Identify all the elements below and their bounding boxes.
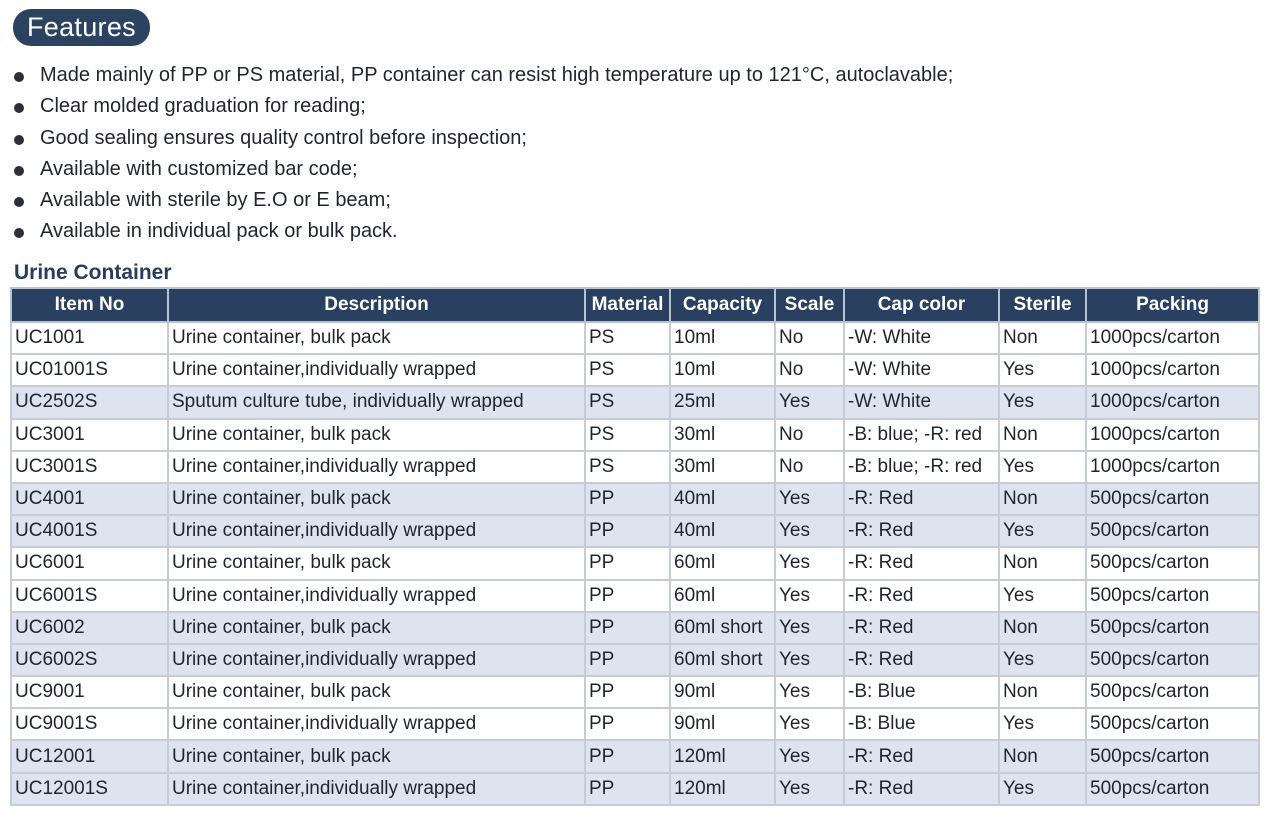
cell-item-no: UC4001 [11, 483, 168, 515]
cell-scale: No [775, 354, 844, 386]
column-header-packing: Packing [1086, 288, 1259, 322]
urine-container-title: Urine Container [14, 261, 172, 284]
cell-capacity: 10ml [670, 354, 775, 386]
table-row [11, 547, 1259, 579]
cell-material: PP [585, 515, 670, 547]
cell-cap-color: -B: Blue [844, 708, 999, 740]
cell-capacity: 60ml short [670, 612, 775, 644]
cell-packing: 1000pcs/carton [1086, 419, 1259, 451]
cell-material: PP [585, 773, 670, 805]
table-row [11, 451, 1259, 483]
cell-cap-color: -R: Red [844, 580, 999, 612]
feature-item [12, 216, 953, 247]
feature-text: Made mainly of PP or PS material, PP container can resist high temperature up to 121°C, autoclavable; [40, 64, 954, 86]
cell-capacity: 25ml [670, 386, 775, 418]
cell-cap-color: -W: White [844, 322, 999, 354]
cell-item-no: UC6002S [11, 644, 168, 676]
cell-material: PP [585, 708, 670, 740]
cell-description: Urine container, bulk pack [168, 612, 585, 644]
cell-material: PP [585, 644, 670, 676]
feature-text: Clear molded graduation for reading; [40, 95, 366, 118]
cell-description: Urine container,individually wrapped [168, 580, 585, 612]
cell-material: PS [585, 419, 670, 451]
cell-sterile: Non [999, 612, 1086, 644]
feature-text: Available with customized bar code; [40, 157, 358, 180]
product-table [10, 287, 1260, 806]
cell-item-no: UC9001 [11, 676, 168, 708]
cell-scale: Yes [775, 515, 844, 547]
table-header-row [11, 288, 1259, 322]
cell-description: Urine container,individually wrapped [168, 451, 585, 483]
cell-cap-color: -R: Red [844, 515, 999, 547]
table-row [11, 773, 1259, 805]
cell-material: PS [585, 451, 670, 483]
table-row [11, 676, 1259, 708]
feature-item [12, 154, 953, 185]
cell-packing: 1000pcs/carton [1086, 322, 1259, 354]
cell-item-no: UC1001 [11, 322, 168, 354]
table-row [11, 515, 1259, 547]
feature-item [12, 60, 953, 91]
cell-description: Urine container, bulk pack [168, 676, 585, 708]
column-header-cap-color: Cap color [844, 288, 999, 322]
cell-packing: 500pcs/carton [1086, 547, 1259, 579]
cell-cap-color: -B: blue; -R: red [844, 419, 999, 451]
cell-description: Urine container,individually wrapped [168, 708, 585, 740]
cell-material: PP [585, 547, 670, 579]
cell-sterile: Yes [999, 515, 1086, 547]
cell-sterile: Yes [999, 708, 1086, 740]
table-row [11, 644, 1259, 676]
cell-packing: 500pcs/carton [1086, 580, 1259, 612]
cell-item-no: UC3001S [11, 451, 168, 483]
column-header-capacity: Capacity [670, 288, 775, 322]
cell-cap-color: -R: Red [844, 740, 999, 772]
table-body [11, 322, 1259, 805]
cell-cap-color: -R: Red [844, 483, 999, 515]
cell-description: Urine container, bulk pack [168, 419, 585, 451]
cell-item-no: UC6001S [11, 580, 168, 612]
cell-sterile: Yes [999, 354, 1086, 386]
feature-item [12, 185, 953, 216]
cell-sterile: Non [999, 547, 1086, 579]
table-row [11, 483, 1259, 515]
table-row [11, 322, 1259, 354]
cell-cap-color: -B: Blue [844, 676, 999, 708]
cell-item-no: UC12001 [11, 740, 168, 772]
feature-text: Available in individual pack or bulk pack. [40, 220, 398, 243]
cell-scale: No [775, 322, 844, 354]
cell-scale: Yes [775, 644, 844, 676]
cell-scale: Yes [775, 547, 844, 579]
cell-item-no: UC01001S [11, 354, 168, 386]
table-row [11, 386, 1259, 418]
cell-scale: Yes [775, 386, 844, 418]
column-header-sterile: Sterile [999, 288, 1086, 322]
column-header-item-no: Item No [11, 288, 168, 322]
cell-sterile: Yes [999, 580, 1086, 612]
cell-item-no: UC2502S [11, 386, 168, 418]
features-heading-badge: Features [13, 9, 150, 46]
cell-description: Urine container, bulk pack [168, 740, 585, 772]
feature-item [12, 91, 953, 122]
cell-item-no: UC9001S [11, 708, 168, 740]
table-row [11, 419, 1259, 451]
cell-cap-color: -B: blue; -R: red [844, 451, 999, 483]
cell-material: PP [585, 483, 670, 515]
cell-packing: 500pcs/carton [1086, 740, 1259, 772]
cell-capacity: 40ml [670, 515, 775, 547]
cell-item-no: UC6002 [11, 612, 168, 644]
cell-packing: 500pcs/carton [1086, 676, 1259, 708]
cell-packing: 1000pcs/carton [1086, 354, 1259, 386]
cell-scale: Yes [775, 708, 844, 740]
cell-sterile: Non [999, 483, 1086, 515]
cell-description: Urine container,individually wrapped [168, 773, 585, 805]
cell-scale: Yes [775, 612, 844, 644]
cell-capacity: 90ml [670, 676, 775, 708]
cell-sterile: Yes [999, 451, 1086, 483]
bullet-icon [14, 135, 24, 145]
cell-description: Urine container, bulk pack [168, 547, 585, 579]
cell-item-no: UC3001 [11, 419, 168, 451]
cell-material: PP [585, 740, 670, 772]
cell-capacity: 30ml [670, 419, 775, 451]
table-row [11, 612, 1259, 644]
cell-scale: No [775, 419, 844, 451]
bullet-icon [14, 103, 24, 113]
feature-item [12, 123, 953, 154]
cell-material: PS [585, 386, 670, 418]
cell-capacity: 10ml [670, 322, 775, 354]
cell-scale: Yes [775, 773, 844, 805]
cell-cap-color: -R: Red [844, 547, 999, 579]
cell-cap-color: -R: Red [844, 644, 999, 676]
cell-capacity: 40ml [670, 483, 775, 515]
cell-cap-color: -W: White [844, 354, 999, 386]
table-row [11, 740, 1259, 772]
column-header-scale: Scale [775, 288, 844, 322]
cell-description: Urine container,individually wrapped [168, 644, 585, 676]
cell-sterile: Non [999, 322, 1086, 354]
cell-packing: 500pcs/carton [1086, 483, 1259, 515]
cell-material: PP [585, 612, 670, 644]
cell-scale: Yes [775, 676, 844, 708]
cell-description: Urine container, bulk pack [168, 483, 585, 515]
cell-material: PP [585, 580, 670, 612]
feature-text: Good sealing ensures quality control before inspection; [40, 126, 527, 149]
cell-material: PS [585, 354, 670, 386]
cell-capacity: 30ml [670, 451, 775, 483]
cell-capacity: 120ml [670, 740, 775, 772]
feature-text: Available with sterile by E.O or E beam; [40, 189, 391, 212]
cell-scale: Yes [775, 740, 844, 772]
cell-material: PP [585, 676, 670, 708]
cell-description: Urine container,individually wrapped [168, 354, 585, 386]
cell-item-no: UC12001S [11, 773, 168, 805]
feature-list [12, 60, 953, 248]
cell-capacity: 90ml [670, 708, 775, 740]
table-row [11, 580, 1259, 612]
bullet-icon [14, 228, 24, 238]
column-header-description: Description [168, 288, 585, 322]
cell-description: Urine container,individually wrapped [168, 515, 585, 547]
cell-sterile: Non [999, 740, 1086, 772]
cell-packing: 1000pcs/carton [1086, 386, 1259, 418]
cell-cap-color: -R: Red [844, 773, 999, 805]
cell-cap-color: -W: White [844, 386, 999, 418]
cell-packing: 500pcs/carton [1086, 708, 1259, 740]
cell-capacity: 60ml short [670, 644, 775, 676]
column-header-material: Material [585, 288, 670, 322]
cell-packing: 500pcs/carton [1086, 773, 1259, 805]
cell-item-no: UC4001S [11, 515, 168, 547]
cell-capacity: 60ml [670, 580, 775, 612]
bullet-icon [14, 72, 24, 82]
cell-sterile: Non [999, 419, 1086, 451]
table-row [11, 708, 1259, 740]
cell-scale: Yes [775, 483, 844, 515]
cell-capacity: 120ml [670, 773, 775, 805]
cell-scale: Yes [775, 580, 844, 612]
cell-packing: 500pcs/carton [1086, 612, 1259, 644]
cell-capacity: 60ml [670, 547, 775, 579]
cell-packing: 500pcs/carton [1086, 644, 1259, 676]
bullet-icon [14, 197, 24, 207]
cell-item-no: UC6001 [11, 547, 168, 579]
cell-packing: 500pcs/carton [1086, 515, 1259, 547]
cell-scale: No [775, 451, 844, 483]
cell-sterile: Yes [999, 644, 1086, 676]
bullet-icon [14, 166, 24, 176]
cell-packing: 1000pcs/carton [1086, 451, 1259, 483]
cell-sterile: Non [999, 676, 1086, 708]
table-row [11, 354, 1259, 386]
cell-material: PS [585, 322, 670, 354]
cell-description: Urine container, bulk pack [168, 322, 585, 354]
cell-sterile: Yes [999, 386, 1086, 418]
cell-description: Sputum culture tube, individually wrapped [168, 386, 585, 418]
cell-sterile: Yes [999, 773, 1086, 805]
cell-cap-color: -R: Red [844, 612, 999, 644]
